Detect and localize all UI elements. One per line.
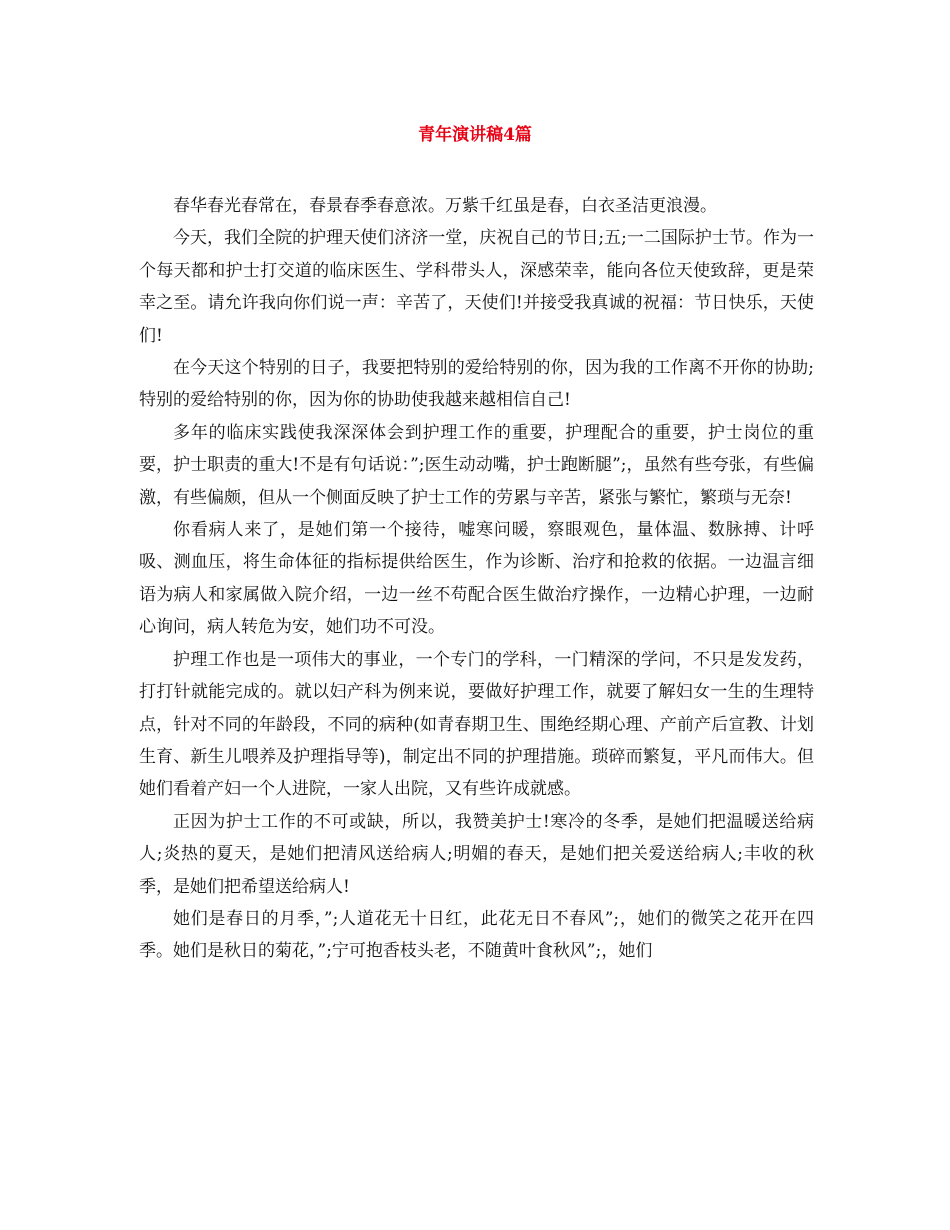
document-body [139,190,814,968]
paragraph: 你看病人来了，是她们第一个接待，嘘寒问暖，察眼观色，量体温、数脉搏、计呼吸、测血压，将生命体征的指标提供给医生，作为诊断、治疗和抢救的依据。一边温言细语为病人和家属做入院介绍，一边一丝不苟配合医生做治疗操作，一边精心护理，一边耐心询问，病人转危为安，她们功不可没。 [139,520,814,638]
paragraph: 多年的临床实践使我深深体会到护理工作的重要，护理配合的重要，护士岗位的重要，护士职责的重大!不是有句话说：”;医生动动嘴，护士跑断腿”;，虽然有些夸张，有些偏激，有些偏颇，但从一个侧面反映了护士工作的劳累与辛苦，紧张与繁忙，繁琐与无奈! [139,422,814,508]
paragraph: 今天，我们全院的护理天使们济济一堂，庆祝自己的节日;五;一二国际护士节。作为一个每天都和护士打交道的临床医生、学科带头人，深感荣幸，能向各位天使致辞，更是荣幸之至。请允许我向你们说一声：辛苦了，天使们!并接受我真诚的祝福：节日快乐，天使们! [139,228,814,346]
paragraph: 护理工作也是一项伟大的事业，一个专门的学科，一门精深的学问，不只是发发药，打打针就能完成的。就以妇产科为例来说，要做好护理工作，就要了解妇女一生的生理特点，针对不同的年龄段，不同的病种(如青春期卫生、围绝经期心理、产前产后宣教、计划生育、新生儿喂养及护理指导等)，制定出不同的护理措施。琐碎而繁复，平凡而伟大。但她们看着产妇一个人进院，一家人出院，又有些许成就感。 [139,649,814,800]
paragraph: 在今天这个特别的日子，我要把特别的爱给特别的你，因为我的工作离不开你的协助;特别的爱给特别的你，因为你的协助使我越来越相信自己! [139,358,814,411]
document-title: 青年演讲稿4篇 [418,125,532,145]
paragraph: 她们是春日的月季，”;人道花无十日红，此花无日不春风”;，她们的微笑之花开在四季。她们是秋日的菊花，”;宁可抱香枝头老，不随黄叶食秋风”;，她们 [139,908,814,962]
paragraph: 正因为护士工作的不可或缺，所以，我赞美护士!寒冷的冬季，是她们把温暖送给病人;炎热的夏天，是她们把清风送给病人;明媚的春天，是她们把关爱送给病人;丰收的秋季，是她们把希望送给病人! [139,811,814,897]
paragraph: 春华春光春常在，春景春季春意浓。万紫千红虽是春，白衣圣洁更浪漫。 [173,196,717,216]
